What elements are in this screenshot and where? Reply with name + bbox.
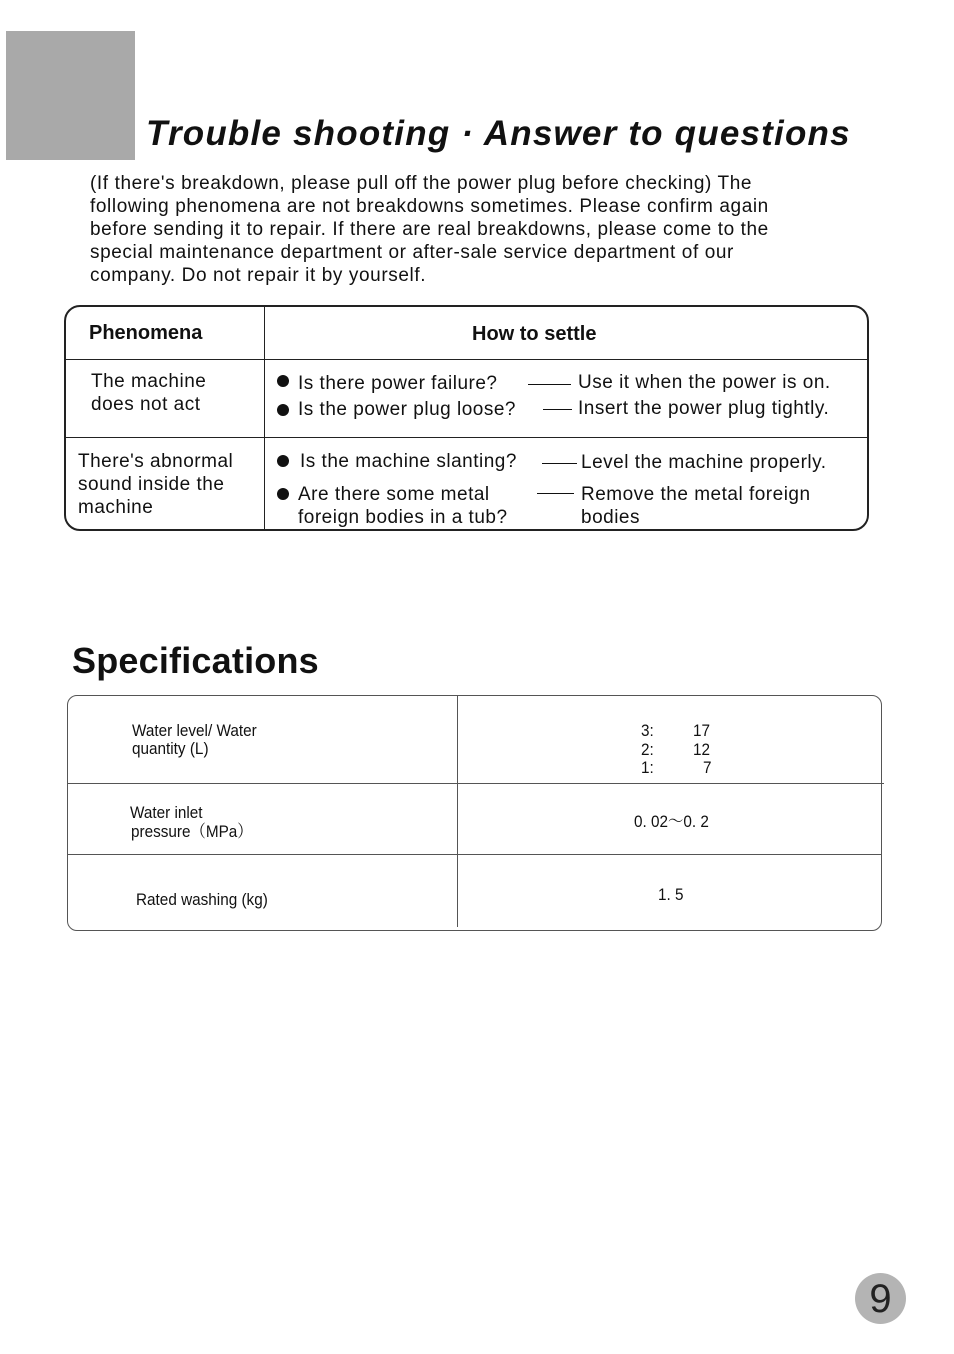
spec-label: quantity (L): [132, 739, 209, 758]
header-how-to-settle: How to settle: [472, 323, 597, 345]
intro-paragraph: [90, 172, 860, 287]
dash-line: [528, 384, 571, 385]
dash-line: [537, 493, 574, 494]
dash-line: [543, 409, 572, 410]
answer-text: bodies: [581, 507, 640, 528]
intro-line: before sending it to repair. If there are real breakdowns, please come to the: [90, 219, 769, 240]
spec-value: 0. 02～0. 2: [634, 812, 709, 831]
row-divider: [66, 437, 867, 438]
dash-line: [542, 463, 577, 464]
spec-value-key: 2:: [641, 740, 654, 759]
spec-value: 1. 5: [658, 885, 684, 904]
spec-value: 12: [693, 740, 711, 759]
question-text: Is the machine slanting?: [300, 451, 517, 472]
intro-line: following phenomena are not breakdowns sometimes. Please confirm again: [90, 196, 769, 217]
spec-value: 17: [693, 721, 711, 740]
question-text: Are there some metal: [298, 484, 490, 505]
page-title: Trouble shooting · Answer to questions: [146, 114, 851, 153]
spec-label: Rated washing (kg): [136, 890, 268, 909]
answer-text: Insert the power plug tightly.: [578, 398, 830, 419]
spec-row-divider: [68, 854, 881, 855]
column-divider: [264, 307, 265, 529]
intro-line: company. Do not repair it by yourself.: [90, 265, 427, 286]
question-text: Is there power failure?: [298, 373, 498, 394]
spec-row-divider: [68, 783, 884, 784]
spec-label: pressure（MPa）: [131, 822, 253, 841]
spec-value-key: 3:: [641, 721, 654, 740]
spec-label: Water level/ Water: [132, 721, 257, 740]
bullet-icon: [277, 488, 289, 500]
spec-value-key: 1:: [641, 758, 654, 777]
bullet-icon: [277, 404, 289, 416]
intro-line: special maintenance department or after-sale service department of our: [90, 242, 734, 263]
phenomenon-line: There's abnormal: [78, 451, 234, 472]
header-phenomena: Phenomena: [89, 322, 203, 344]
troubleshooting-table: [64, 305, 869, 531]
answer-text: Remove the metal foreign: [581, 484, 811, 505]
specifications-title: Specifications: [72, 640, 319, 681]
phenomenon-line: does not act: [91, 394, 201, 415]
bullet-icon: [277, 375, 289, 387]
spec-column-divider: [457, 695, 458, 927]
question-text: Is the power plug loose?: [298, 399, 516, 420]
phenomenon-line: machine: [78, 497, 154, 518]
header-divider: [66, 359, 867, 360]
spec-label: Water inlet: [130, 803, 203, 822]
phenomenon-line: sound inside the: [78, 474, 225, 495]
answer-text: Use it when the power is on.: [578, 372, 831, 393]
page-number: 9: [855, 1273, 906, 1324]
bullet-icon: [277, 455, 289, 467]
spec-value: 7: [703, 758, 712, 777]
specifications-table: [67, 695, 882, 931]
phenomenon-line: The machine: [91, 371, 207, 392]
corner-gray-block: [6, 31, 135, 160]
intro-line: (If there's breakdown, please pull off the power plug before checking) The: [90, 173, 753, 194]
answer-text: Level the machine properly.: [581, 452, 827, 473]
question-text: foreign bodies in a tub?: [298, 507, 508, 528]
